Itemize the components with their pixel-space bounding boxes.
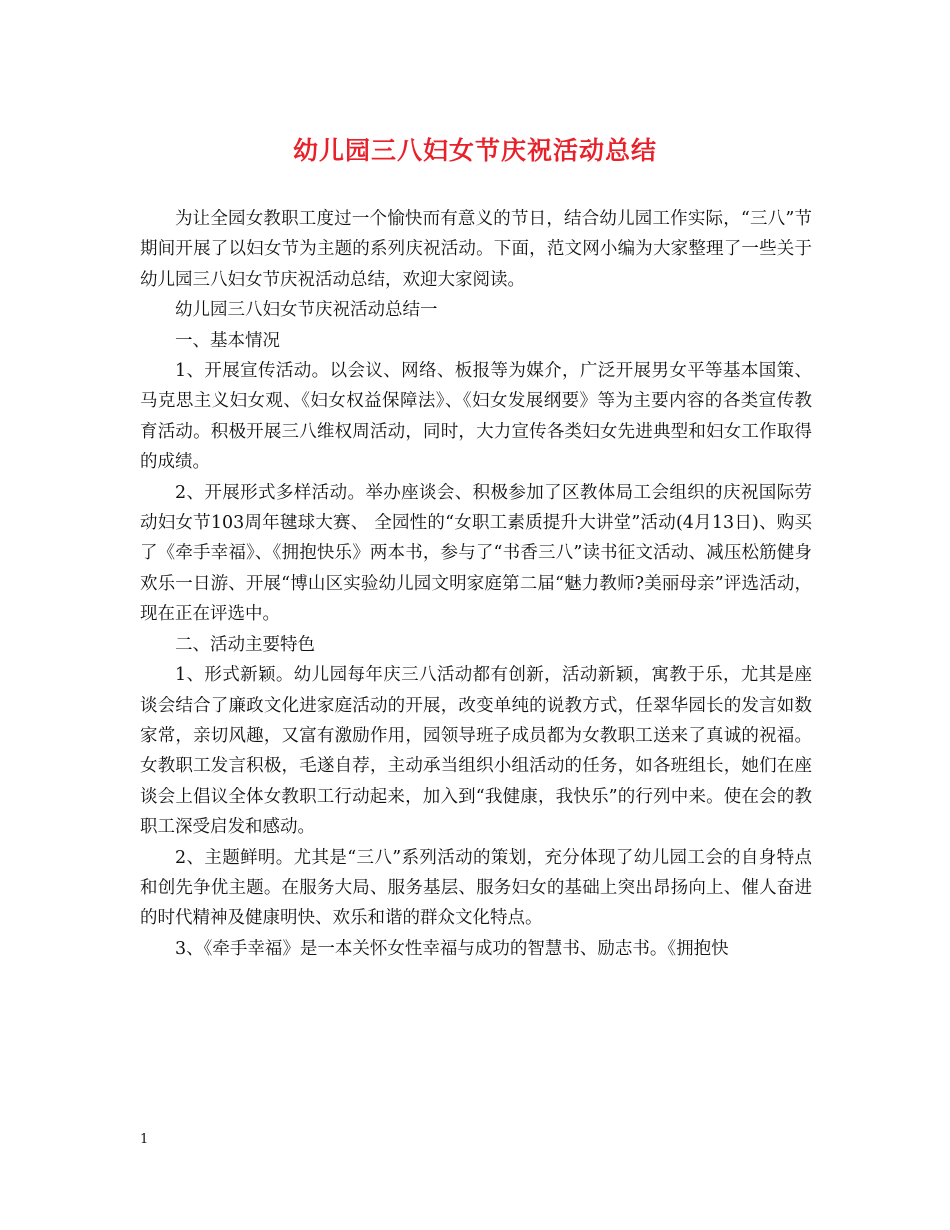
document-body xyxy=(140,204,812,964)
paragraph-features-heading: 二、活动主要特色 xyxy=(175,634,315,655)
page-number: 1 xyxy=(140,1132,149,1147)
document-title: 幼儿园三八妇女节庆祝活动总结 xyxy=(292,136,657,165)
paragraph-propaganda: 1、开展宣传活动。以会议、网络、板报等为媒介，广泛开展男女平等基本国策、马克思主义妇女观、《妇女权益保障法》、《妇女发展纲要》等为主要内容的各类宣传教育活动。积极开展三八维权周活动，同时，大力宣传各类妇女先进典型和妇女工作取得的成绩。 xyxy=(140,361,812,473)
paragraph-section-heading: 幼儿园三八妇女节庆祝活动总结一 xyxy=(175,300,438,321)
paragraph-clear-theme: 2、主题鲜明。尤其是“三八”系列活动的策划，充分体现了幼儿园工会的自身特点和创先争优主题。在服务大局、服务基层、服务妇女的基础上突出昂扬向上、催人奋进的时代精神及健康明快、欢乐和谐的群众文化特点。 xyxy=(140,847,812,929)
paragraph-intro: 为让全园女教职工度过一个愉快而有意义的节日，结合幼儿园工作实际，“三八”节期间开展了以妇女节为主题的系列庆祝活动。下面，范文网小编为大家整理了一些关于幼儿园三八妇女节庆祝活动总结，欢迎大家阅读。 xyxy=(140,209,812,290)
paragraph-novel-form: 1、形式新颖。幼儿园每年庆三八活动都有创新，活动新颖，寓教于乐，尤其是座谈会结合了廉政文化进家庭活动的开展，改变单纯的说教方式，任翠华园长的发言如数家常，亲切风趣，又富有激励作用，园领导班子成员都为女教职工送来了真诚的祝福。女教职工发言积极，毛遂自荐，主动承当组织小组活动的任务，如各班组长，她们在座谈会上倡议全体女教职工行动起来，加入到“我健康，我快乐”的行列中来。使在会的教职工深受启发和感动。 xyxy=(140,665,812,838)
paragraph-activities: 2、开展形式多样活动。举办座谈会、积极参加了区教体局工会组织的庆祝国际劳动妇女节103周年毽球大赛、 全园性的“女职工素质提升大讲堂”活动(4月13日)、购买了《牵手幸福》、《拥抱快乐》两本书，参与了“书香三八”读书征文活动、减压松筋健身欢乐一日游、开展“博山区实验幼儿园文明家庭第二届“魅力教师?美丽母亲”评选活动，现在正在评选中。 xyxy=(140,482,812,625)
paragraph-basic-situation-heading: 一、基本情况 xyxy=(175,330,280,351)
paragraph-book: 3、《牵手幸福》是一本关怀女性幸福与成功的智慧书、励志书。《拥抱快 xyxy=(175,938,729,959)
